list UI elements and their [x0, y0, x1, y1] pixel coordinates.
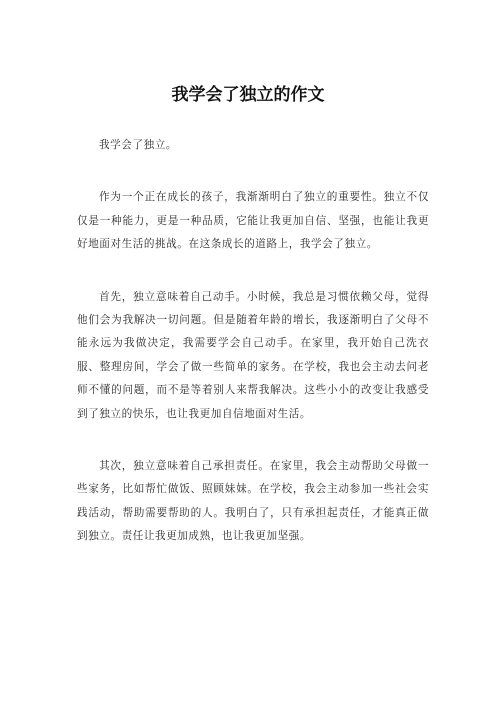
paragraph-3: 首先，独立意味着自己动手。小时候，我总是习惯依赖父母，觉得他们会为我解决一切问题。但是随着年龄的增长，我逐渐明白了父母不能永远为我做决定，我需要学会自己动手。在家里，我开始自己洗衣服、整理房间，学会了做一些简单的家务。在学校，我也会主动去问老师不懂的问题，而不是等着别人来帮我解决。这些小小的改变让我感受到了独立的快乐，也让我更加自信地面对生活。: [77, 290, 429, 420]
paragraph-2: 作为一个正在成长的孩子，我渐渐明白了独立的重要性。独立不仅仅是一种能力，更是一种品质，它能让我更加自信、坚强，也能让我更好地面对生活的挑战。在这条成长的道路上，我学会了独立。: [77, 191, 429, 251]
document-title: 我学会了独立的作文: [171, 85, 325, 105]
document-body: [77, 134, 429, 578]
paragraph-4: 其次，独立意味着自己承担责任。在家里，我会主动帮助父母做一些家务，比如帮忙做饭、照顾妹妹。在学校，我会主动参加一些社会实践活动，帮助需要帮助的人。我明白了，只有承担起责任，才能真正做到独立。责任让我更加成熟，也让我更加坚强。: [77, 460, 429, 543]
paragraph-1: 我学会了独立。: [99, 139, 178, 151]
